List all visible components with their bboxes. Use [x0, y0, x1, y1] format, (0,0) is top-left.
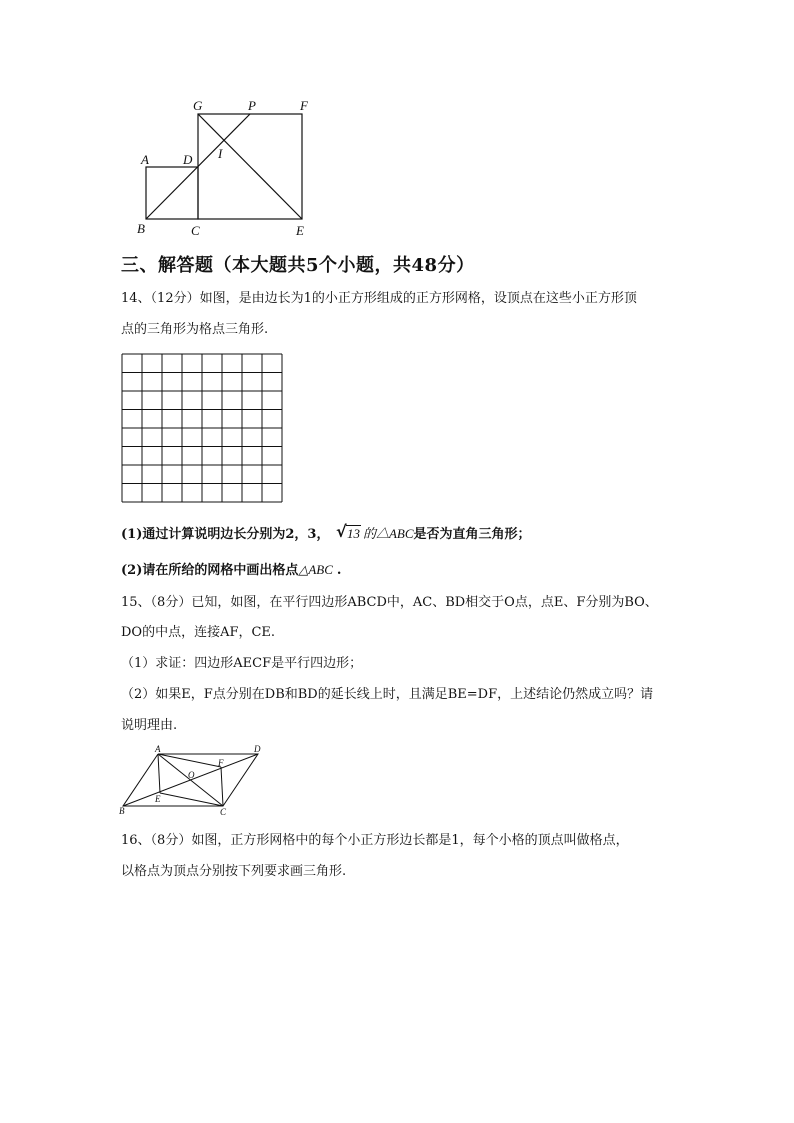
- q14-sub1-tri: 的△ABC: [362, 526, 414, 541]
- segment-af: [158, 754, 221, 767]
- q14-sub1-prefix: (1)通过计算说明边长分别为2，3，: [121, 527, 330, 542]
- square-grid: [120, 350, 286, 506]
- q15-line2: DO的中点，连接AF，CE.: [121, 625, 276, 640]
- label-b: B: [137, 221, 145, 236]
- para-label-o: O: [188, 770, 195, 780]
- q14-line1: 14、（12分）如图，是由边长为1的小正方形组成的正方形网格，设顶点在这些小正方形顶: [121, 291, 637, 306]
- label-d: D: [183, 152, 193, 167]
- q14-sub2-suffix: .: [336, 563, 342, 578]
- section-title: 三、解答题（本大题共5个小题，共48分）: [121, 255, 475, 276]
- para-label-f: F: [218, 758, 224, 768]
- q14-line2: 点的三角形为格点三角形.: [121, 322, 269, 337]
- q15-line1: 15、（8分）已知，如图，在平行四边形ABCD中，AC、BD相交于O点，点E、F分别为BO、: [121, 595, 658, 610]
- q14-sub1: [121, 522, 531, 542]
- label-i: I: [218, 146, 223, 161]
- segment-ae: [158, 754, 160, 793]
- q14-sub2-tri: △ABC: [298, 562, 333, 577]
- para-label-e: E: [155, 794, 161, 804]
- radical-sign-icon: √: [335, 522, 347, 541]
- q16-line2: 以格点为顶点分别按下列要求画三角形.: [121, 864, 347, 879]
- segment-ce: [160, 793, 223, 806]
- label-c: C: [191, 223, 200, 238]
- sqrt-radicand: 13: [346, 526, 360, 541]
- label-g: G: [193, 98, 203, 113]
- diagonal-bd: [123, 754, 258, 806]
- segment-cf: [221, 767, 223, 806]
- q15-sub2-line1: （2）如果E，F点分别在DB和BD的延长线上时，且满足BE=DF，上述结论仍然成立吗？请: [121, 687, 654, 702]
- sqrt-13: [335, 522, 361, 541]
- para-label-c: C: [220, 807, 227, 817]
- q14-sub2-prefix: (2)请在所给的网格中画出格点: [121, 563, 299, 578]
- para-label-a: A: [155, 744, 161, 754]
- q15-sub2-line2: 说明理由.: [121, 718, 178, 733]
- q14-sub2: [121, 563, 341, 577]
- q16-line1: 16、（8分）如图，正方形网格中的每个小正方形边长都是1，每个小格的顶点叫做格点，: [121, 833, 629, 848]
- q15-sub1: （1）求证：四边形AECF是平行四边形；: [121, 656, 363, 671]
- q14-sub1-suffix: 是否为直角三角形；: [413, 527, 531, 542]
- label-f: F: [300, 98, 308, 113]
- label-e: E: [296, 223, 304, 238]
- label-p: P: [248, 98, 256, 113]
- para-label-d: D: [254, 744, 261, 754]
- segment-ge: [198, 114, 302, 219]
- label-a: A: [141, 152, 149, 167]
- para-label-b: B: [119, 806, 125, 816]
- geometry-figure-squares: [140, 110, 310, 225]
